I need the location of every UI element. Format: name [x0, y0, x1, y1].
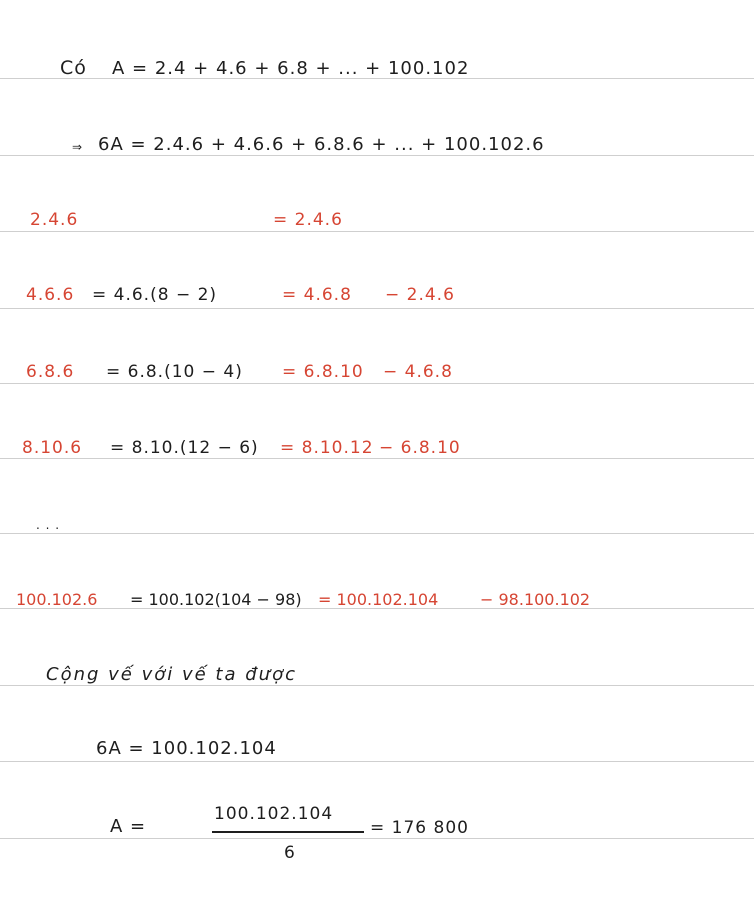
- last-row-right-positive: = 100.102.104: [318, 590, 439, 609]
- row1-right: = 2.4.6: [273, 210, 343, 230]
- ruled-line: [0, 685, 754, 686]
- fraction-numerator: 100.102.104: [214, 804, 334, 824]
- last-row-right-negative: − 98.100.102: [480, 590, 591, 609]
- row2-right-positive: = 4.6.8: [282, 285, 352, 305]
- row4-left: 8.10.6: [22, 438, 83, 458]
- row3-middle: = 6.8.(10 − 4): [106, 362, 243, 382]
- ruled-line: [0, 838, 754, 839]
- result-a-lhs: A =: [110, 816, 147, 837]
- ruled-line: [0, 458, 754, 459]
- fraction-bar: [212, 831, 364, 833]
- result-six-a: 6A = 100.102.104: [96, 738, 277, 759]
- last-row-left: 100.102.6: [16, 590, 98, 609]
- result-a-value: = 176 800: [370, 818, 469, 838]
- ruled-line: [0, 308, 754, 309]
- summation-sentence: Cộng vế với vế ta được: [46, 664, 297, 685]
- ellipsis: . . .: [36, 518, 61, 532]
- row3-right-negative: − 4.6.8: [383, 362, 453, 382]
- row4-middle: = 8.10.(12 − 6): [110, 438, 259, 458]
- row3-left: 6.8.6: [26, 362, 75, 382]
- definition-of-a: A = 2.4 + 4.6 + 6.8 + ... + 100.102: [112, 58, 470, 79]
- ruled-line: [0, 761, 754, 762]
- row2-left: 4.6.6: [26, 285, 75, 305]
- row1-left: 2.4.6: [30, 210, 79, 230]
- six-a-expansion: 6A = 2.4.6 + 4.6.6 + 6.8.6 + ... + 100.102.6: [98, 134, 545, 155]
- ruled-line: [0, 383, 754, 384]
- row2-right-negative: − 2.4.6: [385, 285, 455, 305]
- intro-word: Có: [60, 57, 87, 79]
- row2-middle: = 4.6.(8 − 2): [92, 285, 218, 305]
- row4-right-negative: − 6.8.10: [379, 438, 461, 458]
- ruled-line: [0, 155, 754, 156]
- implies-arrow: ⇒: [72, 140, 84, 154]
- fraction-denominator: 6: [284, 843, 296, 863]
- ruled-line: [0, 533, 754, 534]
- row3-right-positive: = 6.8.10: [282, 362, 364, 382]
- row4-right-positive: = 8.10.12: [280, 438, 374, 458]
- ruled-line: [0, 231, 754, 232]
- last-row-middle: = 100.102(104 − 98): [130, 590, 302, 609]
